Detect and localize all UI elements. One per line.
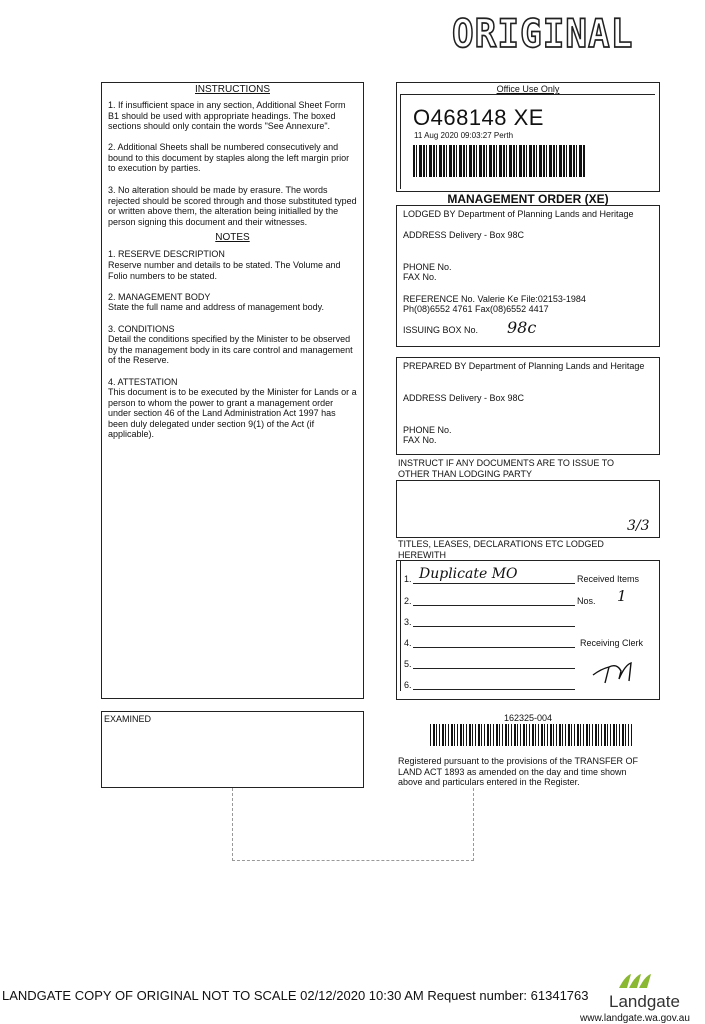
lodged-by-value: Department of Planning Lands and Heritage — [457, 209, 634, 219]
footer-url: www.landgate.wa.gov.au — [580, 1013, 690, 1024]
titles-label: TITLES, LEASES, DECLARATIONS ETC LODGED HEREWITH — [398, 539, 604, 560]
titles-row-line — [413, 689, 575, 690]
landgate-logo-icon — [617, 970, 657, 990]
instructions-title: INSTRUCTIONS — [195, 84, 270, 95]
instructions-panel — [101, 82, 364, 699]
received-items-label: Received Items — [577, 574, 640, 584]
titles-row-number: 2. — [404, 596, 412, 606]
titles-inner-border — [397, 561, 401, 691]
instruction-item: 1. If insufficient space in any section, Additional Sheet Form B1 should be used with appropriate headings. The boxed sections should only contain the words "See Annexure". — [108, 100, 346, 131]
issuing-box-value: 98c — [507, 318, 537, 337]
lodged-by-row — [403, 209, 655, 220]
note-heading: 3. CONDITIONS — [108, 324, 175, 334]
titles-box — [396, 560, 660, 700]
titles-row-number: 4. — [404, 638, 412, 648]
registration-text: Registered pursuant to the provisions of the TRANSFER OF LAND ACT 1893 as amended on the day and time shown above and particulars entered in the Register. — [398, 756, 638, 787]
prepared-address-row — [403, 393, 524, 404]
contact-details: Ph(08)6552 4761 Fax(08)6552 4417 — [403, 304, 549, 314]
lodge-timestamp: 11 Aug 2020 09:03:27 Perth — [414, 131, 514, 140]
reference-value: Valerie Ke File:02153-1984 — [477, 294, 586, 304]
note-heading: 2. MANAGEMENT BODY — [108, 292, 211, 302]
clerk-initials-signature — [591, 657, 641, 685]
titles-row-number: 6. — [404, 680, 412, 690]
titles-row-line — [413, 583, 575, 584]
fax-label: FAX No. — [403, 272, 437, 282]
instruct-annotation: 3/3 — [627, 518, 650, 534]
prepared-by-label: PREPARED BY — [403, 361, 467, 371]
note-text: Reserve number and details to be stated. The Volume and Folio numbers to be stated. — [108, 260, 341, 281]
note-text: Detail the conditions specified by the Minister to be observed by the management body in its care control and management of the Reserve. — [108, 334, 353, 365]
receiving-clerk-label: Receiving Clerk — [580, 638, 644, 648]
address-label: ADDRESS — [403, 230, 447, 240]
titles-row-line — [413, 668, 575, 669]
address-value: Delivery - Box 98C — [449, 230, 525, 240]
office-use-box — [396, 82, 660, 192]
phone-label: PHONE No. — [403, 262, 452, 272]
titles-row-number: 5. — [404, 659, 412, 669]
instruct-box — [396, 480, 660, 538]
registration-barcode-number: 162325-004 — [503, 713, 553, 723]
examined-label: EXAMINED — [104, 714, 152, 724]
reference-label: REFERENCE No. — [403, 294, 476, 304]
note-text: This document is to be executed by the Minister for Lands or a person to whom the power to grant a management order under section 46 of the Land Administration Act 1997 has been duly delegated under section 9(1) of the Act (if applicable). — [108, 387, 357, 439]
nos-value: 1 — [617, 587, 627, 605]
titles-row-line — [413, 626, 575, 627]
footer-copy-text: LANDGATE COPY OF ORIGINAL NOT TO SCALE 02/12/2020 10:30 AM Request number: 61341763 — [2, 988, 589, 1003]
titles-row-number: 3. — [404, 617, 412, 627]
note-heading: 1. RESERVE DESCRIPTION — [108, 249, 225, 259]
titles-row-number: 1. — [404, 574, 412, 584]
instruct-label: INSTRUCT IF ANY DOCUMENTS ARE TO ISSUE TO OTHER THAN LODGING PARTY — [398, 458, 615, 479]
form-title: MANAGEMENT ORDER (XE) — [447, 192, 609, 206]
registration-barcode — [430, 724, 632, 746]
note-text: State the full name and address of management body. — [108, 302, 324, 312]
prepared-fax-label: FAX No. — [403, 435, 437, 445]
notes-title: NOTES — [215, 232, 250, 243]
document-number: O468148 XE — [413, 105, 544, 130]
footer-brand: Landgate — [609, 992, 680, 1011]
titles-row-line — [413, 605, 575, 606]
reference-row — [403, 294, 586, 305]
registration-stamp — [232, 788, 474, 861]
lodge-barcode — [413, 145, 585, 177]
instruction-item: 3. No alteration should be made by erasure. The words rejected should be scored through and those substituted typed or written above them, the alteration being initialled by the person signing this document and their witnesses. — [108, 185, 357, 227]
prepared-by-row — [403, 361, 653, 372]
office-use-label: Office Use Only — [496, 84, 560, 94]
prepared-by-value: Department of Planning Lands and Heritage — [468, 361, 645, 371]
issuing-box-label: ISSUING BOX No. — [403, 325, 479, 335]
original-stamp: ORIGINAL — [452, 11, 634, 58]
prepared-address-value: Delivery - Box 98C — [449, 393, 525, 403]
note-heading: 4. ATTESTATION — [108, 377, 178, 387]
prepared-address-label: ADDRESS — [403, 393, 447, 403]
titles-item-1-value: Duplicate MO — [419, 566, 518, 582]
prepared-phone-label: PHONE No. — [403, 425, 452, 435]
titles-row-line — [413, 647, 575, 648]
prepared-by-box — [396, 357, 660, 455]
instruction-item: 2. Additional Sheets shall be numbered consecutively and bound to this document by staples along the left margin prior to execution by parties. — [108, 142, 350, 173]
examined-box — [101, 711, 364, 788]
nos-label: Nos. — [577, 596, 596, 606]
lodged-by-label: LODGED BY — [403, 209, 456, 219]
address-row — [403, 230, 524, 241]
lodged-by-box — [396, 205, 660, 347]
